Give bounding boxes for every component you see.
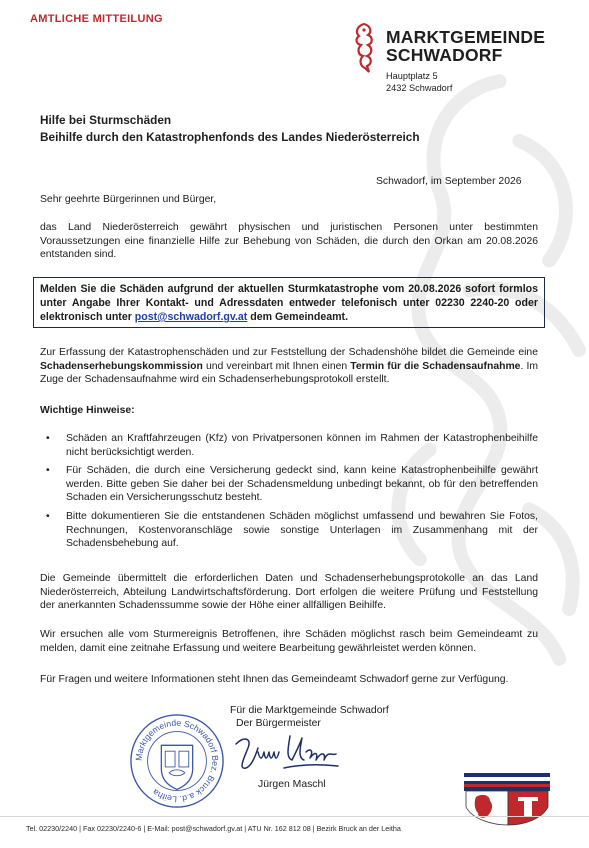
note-text: Schäden an Kraftfahrzeugen (Kfz) von Privatpersonen können im Rahmen der Katastrophenbeihilfe nicht berücksichtigt werden. (66, 433, 538, 458)
address-city: 2432 Schwadorf (386, 83, 453, 93)
municipality-name-line2: SCHWADORF (386, 45, 503, 65)
callout-text-before: Melden Sie die Schäden aufgrund der aktuellen Sturmkatastrophe vom 20.08.2026 sofort formlos unter Angabe Ihrer Kontakt- und Adressdaten entweder telefonisch unter 02230 2240-20 oder elektronisch unter (40, 283, 538, 323)
subject-line2: Beihilfe durch den Katastrophenfonds des Landes Niederösterreich (40, 130, 420, 144)
letter-date: Schwadorf, im September 2026 (376, 176, 522, 187)
footer-contact: Tel. 02230/2240 | Fax 02230/2240-6 | E-Mail: post@schwadorf.gv.at | ATU Nr. 162 812 08 | Bezirk Bruck an der Leitha (26, 824, 401, 833)
bullet-icon: • (46, 433, 50, 444)
municipality-name-line1: MARKTGEMEINDE (386, 27, 546, 47)
bullet-icon: • (46, 510, 50, 522)
commission-paragraph (40, 346, 538, 387)
email-link[interactable]: post@schwadorf.gv.at (134, 311, 248, 323)
list-item (46, 510, 538, 551)
bullet-icon: • (46, 465, 50, 477)
notes-list (46, 432, 538, 556)
municipality-name (386, 28, 545, 64)
commission-part2: und vereinbart mit Ihnen einen (202, 360, 351, 372)
municipality-address (386, 70, 452, 94)
salutation: Sehr geehrte Bürgerinnen und Bürger, (40, 194, 217, 205)
coat-of-arms-icon (462, 771, 552, 827)
official-notice-label: AMTLICHE MITTEILUNG (30, 13, 163, 25)
note-text: Bitte dokumentieren Sie die entstandenen Schäden möglichst umfassend und bewahren Sie Fotos, Rechnungen, Kostenvoranschläge sowie sonstige Unterlagen im Zusammenhang mit der Schadensbehebung auf. (66, 510, 538, 550)
list-item (46, 432, 538, 459)
svg-text:Marktgemeinde Schwadorf Bez. B (134, 718, 221, 805)
intro-paragraph: das Land Niederösterreich gewährt physischen und juristischen Personen unter bestimmten Voraussetzungen eine finanzielle Hilfe zur Behebung von Schäden, die durch den Orkan am 20.08.2026 entstanden sind. (40, 222, 538, 261)
request-paragraph: Wir ersuchen alle vom Sturmereignis Betroffenen, ihre Schäden möglichst rasch beim Gemeindeamt zu melden, damit eine zeitnahe Erfassung und weitere Bearbeitung gewährleistet werden können. (40, 629, 538, 654)
commission-bold1: Schadenserhebungskommission (40, 360, 203, 372)
commission-part1: Zur Erfassung der Katastrophenschäden und zur Feststellung der Schadenshöhe bildet die Gemeinde eine (40, 347, 538, 358)
handwritten-signature (232, 730, 342, 774)
seal-text: Marktgemeinde Schwadorf Bez. Bruck a.d. Leitha (133, 717, 221, 805)
red-lion-icon (352, 22, 376, 74)
note-text: Für Schäden, die durch eine Versicherung gedeckt sind, kann keine Katastrophenbeihilfe gewährt werden. Bitte geben Sie daher bei der Schadensmeldung unbedingt bekannt, ob für den betreffenden Schaden ein Versicherungsschutz besteht. (66, 465, 538, 504)
signature-role: Der Bürgermeister (236, 718, 321, 729)
callout-text-after: dem Gemeindeamt. (247, 311, 349, 323)
notes-heading: Wichtige Hinweise: (40, 405, 135, 416)
reporting-callout (33, 277, 545, 328)
signature-for-line: Für die Marktgemeinde Schwadorf (230, 705, 389, 716)
municipal-seal-icon (128, 712, 226, 810)
signer-name: Jürgen Maschl (258, 779, 326, 790)
letter-subject (40, 112, 420, 146)
commission-part3: . Im Zuge der Schadensaufnahme wird ein Schadenserhebungsprotokoll erstellt. (40, 360, 538, 386)
commission-bold2: Termin für die Schadensaufnahme (350, 360, 521, 372)
signature-label (230, 704, 389, 730)
address-street: Hauptplatz 5 (386, 71, 438, 81)
list-item (46, 464, 538, 505)
footer-divider (0, 816, 589, 817)
closing-paragraph: Für Fragen und weitere Informationen steht Ihnen das Gemeindeamt Schwadorf gerne zur Verfügung. (40, 674, 509, 685)
transmission-paragraph: Die Gemeinde übermittelt die erforderlichen Daten und Schadenserhebungsprotokolle an das Land Niederösterreich, Abteilung Landwirtschaftsförderung. Dort erfolgen die weitere Prüfung und Feststellung der anerkannten Schadenssumme sowie der Höhe einer allfälligen Beihilfe. (40, 573, 538, 612)
subject-line1: Hilfe bei Sturmschäden (40, 113, 172, 127)
